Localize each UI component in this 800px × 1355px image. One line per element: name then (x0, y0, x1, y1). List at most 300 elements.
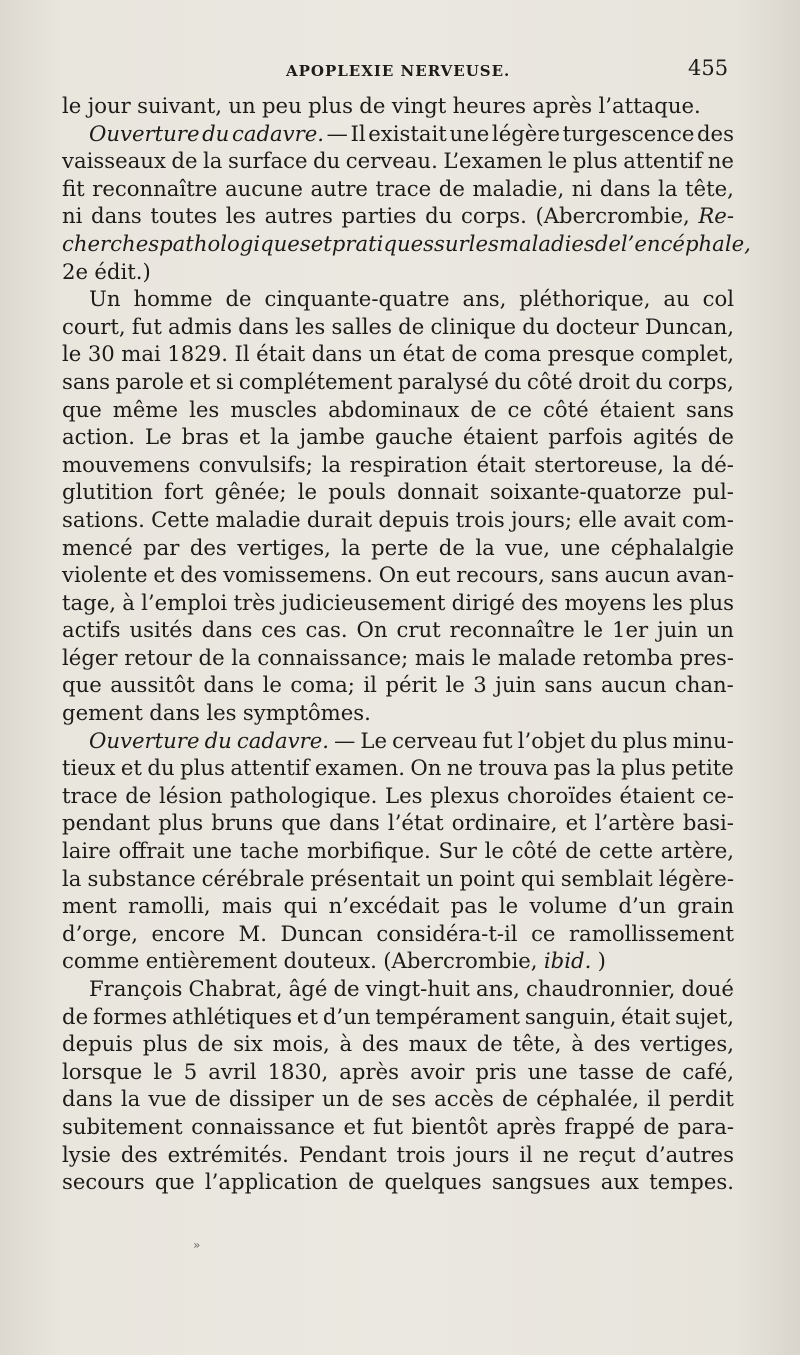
word: l’artère (594, 810, 675, 836)
word: parties (341, 203, 417, 229)
word: était (476, 451, 526, 477)
word: Sur (438, 838, 477, 864)
text-line (62, 1085, 734, 1113)
word: morbifique. (306, 838, 431, 864)
word: des (521, 589, 559, 615)
word: agités (632, 424, 698, 450)
word: la (658, 175, 678, 201)
word: le (62, 341, 82, 367)
word: muscles (230, 396, 318, 422)
word: action. (62, 424, 135, 450)
word: retour (124, 644, 192, 670)
word: petite (671, 755, 734, 781)
word: ibid. (543, 948, 592, 974)
word: après (496, 1113, 557, 1139)
word: café, (682, 1058, 734, 1084)
text-line (62, 920, 734, 948)
word: il (519, 1141, 533, 1167)
word: On (356, 617, 388, 643)
text-line (62, 175, 734, 203)
word: même (112, 396, 179, 422)
word: le (484, 838, 504, 864)
word: Re- (698, 203, 734, 229)
word: et (310, 230, 332, 256)
text-line (62, 699, 734, 727)
word: du (425, 203, 453, 229)
word: après (339, 1058, 400, 1084)
word: dans (149, 700, 200, 726)
word: des (696, 120, 734, 146)
word: fort (164, 479, 204, 505)
word: entièrement (145, 948, 278, 974)
word: d’un (322, 1003, 371, 1029)
word: recours, (456, 562, 545, 588)
word: la (120, 1086, 141, 1112)
word: bientôt (411, 1113, 488, 1139)
word: vertiges, (237, 534, 331, 560)
word: le (297, 479, 318, 505)
word: M. (238, 920, 267, 946)
word: crut (396, 617, 441, 643)
word: les (206, 700, 237, 726)
word: de (357, 1086, 384, 1112)
word: pul- (692, 479, 734, 505)
text-line (62, 1141, 734, 1169)
word: qui (283, 893, 318, 919)
word: trouva (478, 755, 549, 781)
word: cerveau. (345, 148, 438, 174)
word: trois (396, 1141, 446, 1167)
word: presque (547, 341, 635, 367)
word: complet, (641, 341, 734, 367)
word: juin (657, 617, 698, 643)
word: de (476, 1031, 503, 1057)
word: la (596, 755, 616, 781)
word: Le (360, 727, 388, 753)
word: ans, (475, 976, 520, 1001)
word: des (593, 1031, 631, 1057)
word: ni (571, 175, 593, 201)
word: tempes. (649, 1169, 734, 1195)
word: soixante-quatorze (489, 479, 682, 505)
word: de (643, 1113, 670, 1139)
word: corps. (460, 203, 527, 229)
word: elle (578, 506, 617, 532)
word: les (295, 313, 326, 339)
word: juin (495, 672, 536, 698)
word: plus (622, 727, 668, 753)
word: jours; (510, 506, 573, 532)
paragraph (62, 285, 734, 727)
word: céphalée, (536, 1086, 640, 1112)
word: violente (62, 562, 148, 588)
word: était (256, 341, 306, 367)
word: le (547, 148, 568, 174)
word: un (322, 1086, 350, 1112)
word: complétement (238, 368, 393, 394)
word: un (368, 341, 397, 367)
word: les (189, 396, 220, 422)
word: pathologique. (229, 782, 378, 808)
text-line (62, 396, 734, 424)
word: avril (208, 1058, 257, 1084)
word: l’objet (517, 727, 586, 753)
word: L’examen (443, 148, 543, 174)
word: légère- (658, 865, 734, 891)
body-text (62, 92, 751, 1196)
word: Le (145, 424, 172, 450)
word: connaissance; (257, 644, 409, 670)
word: l’encéphale, (620, 230, 751, 256)
word: et (153, 562, 175, 588)
word: jambe (299, 424, 365, 450)
word: retomba (582, 644, 673, 670)
word: 5 (183, 1058, 198, 1084)
word: dans (62, 1086, 113, 1112)
word: fut (482, 727, 513, 753)
word: cas. (305, 617, 348, 643)
word: de (171, 148, 198, 174)
word: clinique (430, 313, 517, 339)
word: perdit (668, 1086, 734, 1112)
word: cérébrale (201, 865, 305, 891)
word: existait (368, 120, 447, 146)
text-line (62, 1168, 734, 1196)
word: des (361, 1031, 399, 1057)
word: de (451, 341, 478, 367)
word: parfois (548, 424, 623, 450)
word: léger (62, 644, 118, 670)
word: 2e (62, 258, 89, 284)
text-line (62, 1113, 734, 1141)
word: mouvemens (62, 451, 191, 477)
text-line (62, 671, 734, 699)
text-line (62, 506, 734, 534)
word: point (459, 865, 515, 891)
word: formes (92, 1003, 168, 1029)
word: minu- (672, 727, 734, 753)
word: tieux (62, 755, 116, 781)
word: salles (331, 313, 392, 339)
word: 30 (87, 341, 115, 367)
word: que (62, 396, 102, 422)
word: corps, (667, 368, 734, 394)
word: malade (497, 644, 577, 670)
word: para- (677, 1113, 734, 1139)
word: comme (62, 948, 140, 974)
word: jour (87, 93, 131, 118)
word: 1829. (167, 341, 228, 367)
word: (Abercrombie, (383, 948, 538, 974)
word: la (475, 534, 495, 560)
word: fut (372, 1113, 403, 1139)
text-line (62, 837, 734, 865)
word: du (590, 727, 618, 753)
word: court, (62, 313, 126, 339)
word: ne (542, 1141, 569, 1167)
word: l’état (387, 810, 444, 836)
word: côté (527, 368, 573, 394)
word: de (197, 1031, 224, 1057)
text-line (62, 202, 734, 230)
text-line (62, 644, 734, 672)
word: droit (578, 368, 630, 394)
word: subitement (62, 1113, 183, 1139)
word: un (706, 617, 734, 643)
word: six (233, 1031, 263, 1057)
word: l’attaque. (598, 93, 701, 118)
word: et (296, 1003, 318, 1029)
word: d’orge, (62, 920, 139, 946)
word: Duncan (280, 920, 363, 946)
word: une (192, 838, 233, 864)
word: ce (531, 920, 556, 946)
word: le (262, 672, 282, 698)
word: admis (168, 313, 232, 339)
word: de (707, 424, 734, 450)
word: trois (455, 506, 505, 532)
word: ) (597, 948, 606, 974)
word: grain (677, 893, 734, 919)
word: Ouverture (89, 120, 200, 146)
word: cadavre. (236, 727, 329, 753)
word: du (522, 313, 550, 339)
word: des (189, 534, 227, 560)
word: respiration (349, 451, 468, 477)
word: dans (329, 810, 380, 836)
word: extrémités. (167, 1141, 289, 1167)
word: lorsque (62, 1058, 143, 1084)
word: vertiges, (640, 1031, 734, 1057)
word: sans (550, 562, 599, 588)
word: et (343, 1113, 365, 1139)
word: sujet, (675, 1003, 734, 1029)
word: qui (520, 865, 555, 891)
word: usités (129, 617, 193, 643)
word: il (647, 1086, 661, 1112)
word: heures (452, 93, 526, 118)
word: offrait (118, 838, 185, 864)
word: la (270, 424, 290, 450)
word: sangsues (491, 1169, 591, 1195)
word: judicieusement (281, 589, 446, 615)
text-line (62, 478, 734, 506)
word: une (527, 1058, 568, 1084)
word: Chabrat, (188, 976, 283, 1001)
word: tête, (512, 1031, 562, 1057)
word: tage, (62, 589, 116, 615)
word: de (333, 976, 360, 1001)
word: mai (121, 341, 161, 367)
text-line (62, 727, 734, 755)
word: substance (87, 865, 196, 891)
word: François (89, 976, 183, 1001)
word: reconnaître (92, 175, 218, 201)
word: examen. (314, 755, 405, 781)
word: de (359, 93, 386, 118)
word: semblait (560, 865, 653, 891)
word: du (147, 755, 175, 781)
word: lysie (62, 1141, 111, 1167)
paragraph (62, 975, 734, 1196)
word: aucune (224, 175, 303, 201)
word: plus (621, 755, 666, 781)
word: le (498, 893, 519, 919)
word: ment (62, 893, 117, 919)
word: abdominaux (328, 396, 460, 422)
word: actifs (62, 617, 121, 643)
word: du (202, 120, 230, 146)
word: ne (707, 148, 734, 174)
word: Ouverture (89, 727, 200, 753)
word: le (445, 672, 465, 698)
word: gênée; (214, 479, 287, 505)
word: de (501, 1086, 529, 1112)
word: quelques (384, 1169, 482, 1195)
word: le (153, 1058, 173, 1084)
word: pratiques (331, 230, 435, 256)
word: — (326, 120, 348, 146)
word: cherches (62, 230, 160, 256)
text-line (62, 423, 734, 451)
word: une (449, 120, 490, 146)
word: l’emploi (141, 589, 228, 615)
word: vingt-huit (365, 976, 470, 1001)
word: périt (385, 672, 437, 698)
word: eut (415, 562, 451, 588)
word: dans (238, 313, 289, 339)
word: cadavre. (231, 120, 325, 146)
word: que (281, 810, 321, 836)
word: de (198, 644, 225, 670)
word: dé- (700, 451, 734, 477)
word: col (702, 286, 734, 312)
word: aux (600, 1169, 639, 1195)
word: de (225, 286, 252, 312)
word: plus (180, 755, 225, 781)
word: ne (446, 755, 474, 781)
word: tempérament (375, 1003, 521, 1029)
word: gement (62, 700, 143, 726)
text-line (62, 451, 734, 479)
word: pouls (328, 479, 386, 505)
word: dans (203, 672, 255, 698)
word: sans (685, 396, 734, 422)
word: plus (689, 589, 734, 615)
text-line (62, 589, 734, 617)
word: aucun (604, 562, 671, 588)
word: depuis (378, 506, 450, 532)
text-line (62, 865, 734, 893)
word: des (180, 562, 218, 588)
text-line (62, 92, 734, 120)
running-title: APOPLEXIE NERVEUSE. (286, 62, 511, 80)
paragraph (62, 120, 751, 286)
word: reçut (578, 1141, 636, 1167)
word: peu (261, 93, 302, 118)
text-line (62, 368, 734, 396)
text-line (62, 809, 734, 837)
word: ramollissement (568, 920, 734, 946)
word: considéra-t-il (376, 920, 518, 946)
word: tête, (685, 175, 734, 201)
word: et (238, 424, 260, 450)
text-line (62, 313, 734, 341)
word: (Abercrombie, (535, 203, 690, 229)
word: cerveau (392, 727, 478, 753)
word: les (468, 230, 499, 256)
word: durait (306, 506, 373, 532)
word: pas (553, 755, 591, 781)
word: pathologiques (159, 230, 311, 256)
word: sations. (62, 506, 145, 532)
word: On (378, 562, 410, 588)
word: secours (62, 1169, 145, 1195)
word: à (571, 1031, 584, 1057)
word: aussitôt (110, 672, 195, 698)
word: la (321, 451, 341, 477)
word: étaient (462, 424, 539, 450)
word: gauche (375, 424, 453, 450)
word: dans (201, 617, 253, 643)
word: un (228, 93, 256, 118)
word: douteux. (283, 948, 377, 974)
word: chaudronnier, (525, 976, 676, 1001)
text-line (62, 754, 734, 782)
word: parole (115, 368, 184, 394)
word: turgescence (562, 120, 695, 146)
word: présentait (310, 865, 421, 891)
word: dirigé (451, 589, 515, 615)
text-line (62, 561, 734, 589)
word: âgé (288, 976, 328, 1001)
word: plus (572, 148, 618, 174)
word: glutition (62, 479, 153, 505)
word: Un (89, 286, 121, 312)
word: très (233, 589, 276, 615)
word: le (62, 93, 82, 118)
word: de (438, 534, 465, 560)
word: et (120, 755, 142, 781)
word: côté (511, 838, 558, 864)
word: n’excédait (328, 893, 440, 919)
word: plexus (430, 782, 500, 808)
word: suivant, (137, 93, 222, 118)
word: coma; (290, 672, 355, 698)
word: était (621, 1003, 671, 1029)
word: jours (455, 1141, 510, 1167)
word: convulsifs; (198, 451, 313, 477)
word: toutes (150, 203, 218, 229)
word: encore (151, 920, 226, 946)
word: dans (311, 341, 363, 367)
word: la (203, 148, 223, 174)
word: volume (529, 893, 608, 919)
word: 1830, (267, 1058, 329, 1084)
word: édit.) (94, 258, 151, 284)
word: le (471, 644, 492, 670)
word: mencé (62, 534, 133, 560)
word: ces (261, 617, 297, 643)
word: artère, (660, 838, 734, 864)
word: des (120, 1141, 158, 1167)
word: basi- (682, 810, 734, 836)
word: étaient (599, 396, 675, 422)
word: de (470, 396, 497, 422)
text-line (62, 147, 734, 175)
word: Pendant (298, 1141, 387, 1167)
word: ce (507, 396, 532, 422)
